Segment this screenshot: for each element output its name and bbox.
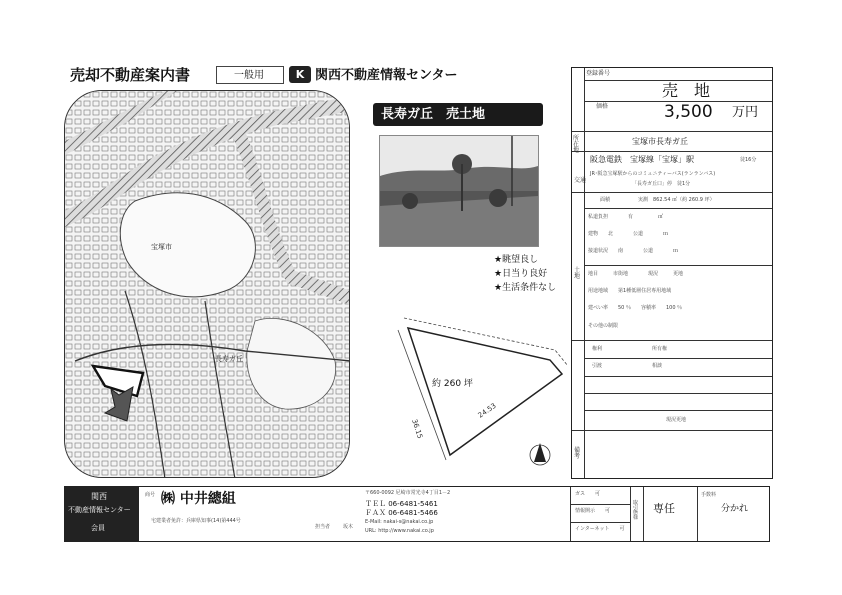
map-drawing [65,91,350,478]
license: 宅建業者免許：兵庫県知事(14)第444号 [151,518,241,524]
mini-row: インターネット 可 [575,526,625,532]
train-walk-time: 徒16分 [740,157,757,163]
map-label-b: 長寿ガ丘 [215,355,243,363]
rights-value: 所有権 [652,346,668,352]
bus-stop: 「長寿ガ丘口」停 徒1分 [632,181,691,187]
lot-side-b: 36.15 [410,418,424,440]
company-address: 〒660-0092 尼崎市常光寺4丁目1－2 [365,490,451,496]
deal-label: 取引態様 [633,500,639,521]
lot-plan [350,310,570,475]
fee-label: 手数料 [701,492,717,498]
company-email: E-Mail: nakai-s@nakai.co.jp [365,519,434,525]
rights-label: 権利 [592,346,603,352]
land-row: その他の制限 [588,323,619,329]
land-label: 土地 [574,267,581,280]
address-value: 宝塚市長寿ガ丘 [632,137,688,146]
site-photo [379,135,539,247]
property-kind: 売 地 [662,81,711,100]
land-row: 私道負担 有 ㎡ [588,214,664,220]
lot-area-label: 約 260 坪 [432,379,473,389]
land-area-value: 実測 862.54 ㎡（約 260.9 坪） [638,197,715,203]
lot-plan-drawing [350,310,570,475]
site-photo-image [380,136,538,246]
spec-table [571,67,773,479]
org-line-1: 関西 [91,492,107,501]
listing-title-banner [373,103,543,126]
land-row: 地目 市街地 現況 更地 [588,271,684,277]
org-line-3: 会員 [91,524,105,532]
lot-side-a: 24.53 [476,401,498,420]
footer-bar [64,486,770,542]
company-name: ㈱ 中井總組 [161,491,236,507]
company-url: URL: http://www.nakai.co.jp [365,528,434,534]
price-unit: 万円 [732,105,759,120]
fee-value: 分かれ [721,504,749,514]
mini-row: 情報開示 可 [575,508,611,514]
contact-label: 担当者 [315,524,331,530]
contact-name: 坂木 [343,524,354,530]
center-logo-icon: K [289,66,311,83]
map-label-a: 宝塚市 [151,243,172,251]
org-line-2: 不動産情報センター [68,506,131,514]
remarks-label: 備考 [574,447,581,460]
deal-value: 専任 [653,502,675,515]
land-row: 用途地域 第1種低層住居専用地域 [588,288,672,294]
address-label: 所在地 [573,135,580,154]
location-map [64,90,350,478]
train-line: 阪急電鉄 宝塚線「宝塚」駅 [590,155,694,164]
document-title: 売却不動産案内書 [70,66,191,84]
land-area-label: 面積 [600,197,611,203]
bus-route: JR･阪急宝塚駅からのコミュニティーバス(ランランバス) [590,171,716,177]
deliver-label: 引渡 [592,363,603,369]
price-label: 価格 [596,103,609,110]
status-value: 現況更地 [666,417,687,423]
mini-row: ガス 可 [575,491,601,497]
feature-item: ★眺望良し [494,255,539,265]
org-badge [65,487,139,541]
company-label: 商号 [145,492,156,498]
traffic-label: 交通 [574,177,587,184]
company-fax: ＦＡＸ 06-6481-5466 [365,509,438,517]
listing-title: 長寿ガ丘 売土地 [381,107,486,122]
feature-item: ★生活条件なし [494,283,557,293]
general-badge [216,66,284,84]
general-badge-label: 一般用 [234,70,264,81]
deliver-value: 相談 [652,363,663,369]
land-row: 接道状況 南 公道 ｍ [588,248,679,254]
company-tel: ＴＥＬ 06-6481-5461 [365,500,438,508]
reg-no-label: 登録番号 [586,70,611,77]
center-logo-text: 関西不動産情報センター [315,68,458,83]
land-row: 建ぺい率 50 ％ 容積率 100 ％ [588,305,683,311]
price-value: 3,500 [664,102,713,122]
land-row: 建物 北 公道 ｍ [588,231,669,237]
feature-item: ★日当り良好 [494,269,548,279]
